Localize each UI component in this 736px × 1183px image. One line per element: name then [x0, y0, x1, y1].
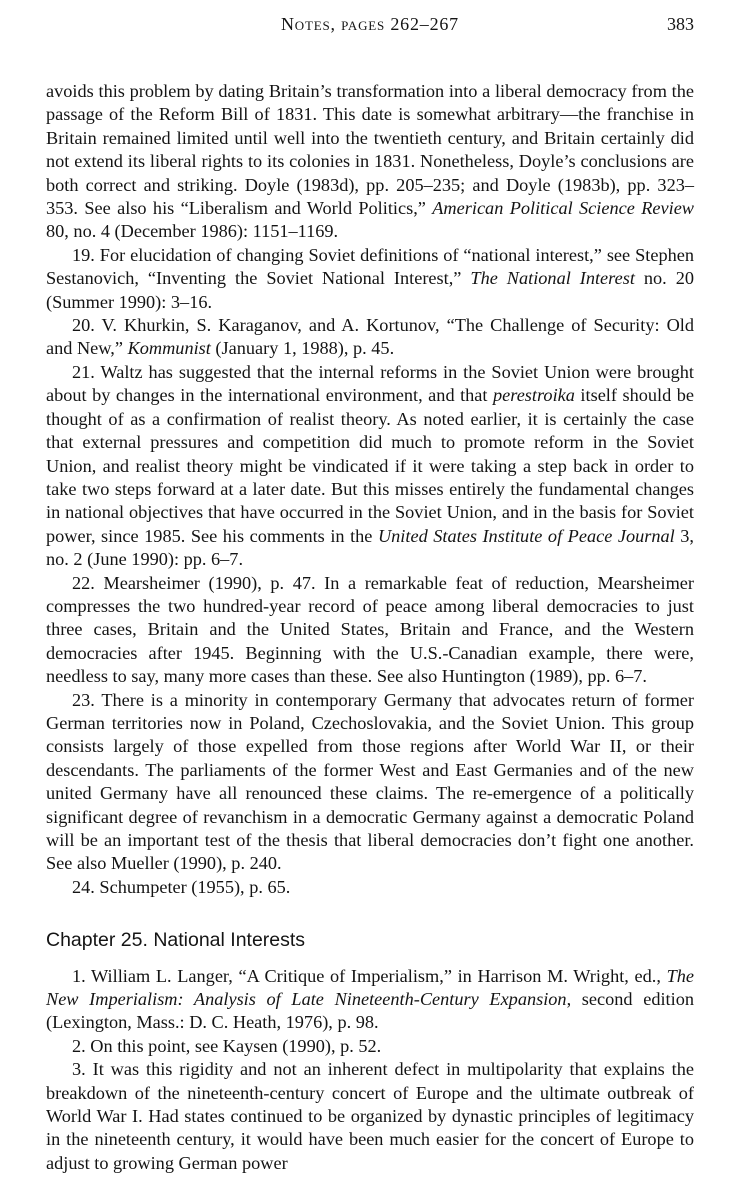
notes-body — [46, 80, 694, 1175]
chapter-note-2: 2. On this point, see Kaysen (1990), p. 52. — [72, 1035, 382, 1056]
note-21: 21. Waltz has suggested that the internal reforms in the Soviet Union were brought about by changes in the international environment, and that perestroika itself should be thought of as a confirmation of realist theory. As noted earlier, it is certainly the case that external pressures and competition did much to promote reform in the Soviet Union, and realist theory might be vindicated if it were taking a step back in order to take two steps forward at a later date. But this misses entirely the fundamental changes in national objectives that have occurred in the Soviet Union, and in the basis for Soviet power, since 1985. See his comments in the United States Institute of Peace Journal 3, no. 2 (June 1990): pp. 6–7. — [46, 361, 694, 570]
running-head: Notes, pages 262–267 — [281, 14, 459, 34]
chapter-note-3: 3. It was this rigidity and not an inherent defect in multipolarity that explains the breakdown of the nineteenth-century concert of Europe and the ultimate outbreak of World War I. Had states continued to be organized by dynastic principles of legitimacy in the nineteenth century, it would have been much easier for the concert of Europe to adjust to growing German power — [46, 1059, 694, 1173]
chapter-heading: Chapter 25. National Interests — [46, 929, 306, 952]
note-24: 24. Schumpeter (1955), p. 65. — [72, 876, 291, 897]
chapter-notes — [46, 965, 694, 1176]
page-header — [46, 14, 694, 38]
note-19: 19. For elucidation of changing Soviet definitions of “national interest,” see Stephen Sestanovich, “Inventing the Soviet National Interest,” The National Interest no. 20 (Summer 1990): 3–16. — [46, 244, 694, 312]
note-22: 22. Mearsheimer (1990), p. 47. In a remarkable feat of reduction, Mearsheimer compresses the two hundred-year record of peace among liberal democracies to just three cases, Britain and the United States, Britain and France, and the Western democracies after 1945. Beginning with the U.S.-Canadian example, there were, needless to say, many more cases than these. See also Huntington (1989), pp. 6–7. — [46, 572, 694, 687]
note-23: 23. There is a minority in contemporary Germany that advocates return of former German territories now in Poland, Czechoslovakia, and the Soviet Union. This group consists largely of those expelled from those regions after World War II, or their descendants. The parliaments of the former West and East Germanies and of the new united Germany have all renounced these claims. The re-emergence of a politically significant degree of revanchism in a democratic Germany against a democratic Poland will be an important test of the thesis that liberal democracies don’t fight one another. See also Mueller (1990), p. 240. — [46, 689, 694, 874]
chapter-note-1: 1. William L. Langer, “A Critique of Imperialism,” in Harrison M. Wright, ed., The New Imperialism: Analysis of Late Nineteenth-Century Expansion, second edition (Lexington, Mass.: D. C. Heath, 1976), p. 98. — [46, 965, 694, 1033]
note-20: 20. V. Khurkin, S. Karaganov, and A. Kortunov, “The Challenge of Security: Old and New,” Kommunist (January 1, 1988), p. 45. — [46, 315, 694, 359]
page-number: 383 — [667, 14, 694, 34]
note-continuation: avoids this problem by dating Britain’s transformation into a liberal democracy from the passage of the Reform Bill of 1831. This date is somewhat arbitrary—the franchise in Britain remained limited until well into the twentieth century, and Britain certainly did not extend its liberal rights to its colonies in 1831. Nonetheless, Doyle’s conclusions are both correct and striking. Doyle (1983d), pp. 205–235; and Doyle (1983b), pp. 323–353. See also his “Liberalism and World Politics,” American Political Science Review 80, no. 4 (December 1986): 1151–1169. — [46, 81, 694, 242]
